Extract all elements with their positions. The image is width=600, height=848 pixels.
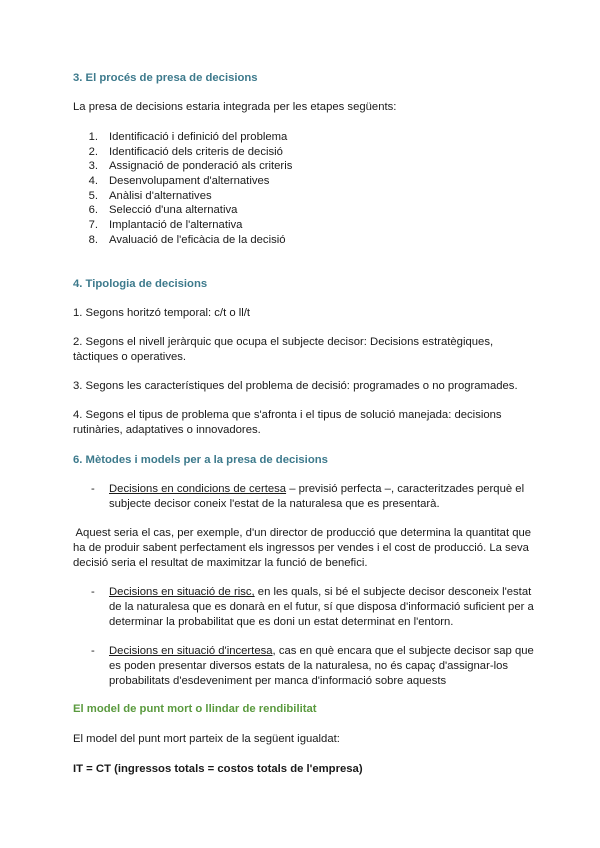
section-4-para-3: 3. Segons les característiques del problema de decisió: programades o no programades. xyxy=(73,380,518,392)
bullet-term: Decisions en condicions de certesa xyxy=(109,483,287,495)
step-text: Anàlisi d'alternatives xyxy=(109,190,212,202)
bullet-line-2: es poden presentar diversos estats de la naturalesa, no és capaç d'assignar-los xyxy=(109,660,509,672)
bullet-term: Decisions en situació d'incertesa xyxy=(109,645,273,657)
step-number: 5. xyxy=(88,190,98,202)
step-text: Desenvolupament d'alternatives xyxy=(109,175,270,187)
example-line-3: decisió seria el resultat de maximitzar la funció de benefici. xyxy=(73,557,368,569)
example-line-2: ha de produir sabent perfectament els ingressos per vendes i el cost de producció. La seva xyxy=(73,542,529,554)
bullet-line-1 xyxy=(109,645,534,657)
bullet-dash: - xyxy=(91,483,95,495)
step-number: 1. xyxy=(88,131,98,143)
step-number: 4. xyxy=(88,175,98,187)
bullet-line-2: de la naturalesa que es donarà en el futur, sí que disposa d'informació suficient per a xyxy=(109,601,534,613)
bullet-text: en les quals, si bé el subjecte decisor desconeix l'estat xyxy=(254,586,532,598)
step-text: Selecció d'una alternativa xyxy=(109,204,238,216)
step-text: Implantació de l'alternativa xyxy=(109,219,243,231)
step-text: Identificació dels criteris de decisió xyxy=(109,146,283,158)
model-formula: IT = CT (ingressos totals = costos totals de l'empresa) xyxy=(73,763,363,775)
bullet-term: Decisions en situació de risc, xyxy=(109,586,255,598)
step-text: Assignació de ponderació als criteris xyxy=(109,160,293,172)
step-number: 6. xyxy=(88,204,98,216)
section-4-para-1: 1. Segons horitzó temporal: c/t o ll/t xyxy=(73,307,251,319)
section-3-heading: 3. El procés de presa de decisions xyxy=(73,72,258,84)
bullet-text: – previsió perfecta –, caracteritzades perquè el xyxy=(286,483,525,495)
bullet-dash: - xyxy=(91,645,95,657)
bullet-line-3: determinar la probabilitat que es doni un estat determinat en l'entorn. xyxy=(109,616,454,628)
section-6-heading: 6. Mètodes i models per a la presa de decisions xyxy=(73,454,328,466)
step-number: 2. xyxy=(88,146,98,158)
section-4-para-2-line-1: 2. Segons el nivell jeràrquic que ocupa el subjecte decisor: Decisions estratègiques, xyxy=(73,336,494,348)
step-number: 3. xyxy=(88,160,98,172)
section-4-para-2-line-2: tàctiques o operatives. xyxy=(73,351,187,363)
example-line-1: Aquest seria el cas, per exemple, d'un director de producció que determina la quantitat que xyxy=(73,527,532,539)
bullet-text: , cas en què encara que el subjecte decisor sap que xyxy=(272,645,534,657)
step-number: 8. xyxy=(88,234,98,246)
section-4-heading: 4. Tipologia de decisions xyxy=(73,278,208,290)
step-text: Identificació i definició del problema xyxy=(109,131,288,143)
bullet-line-3: probabilitats d'esdeveniment per manca d'informació sobre aquests xyxy=(109,675,447,687)
model-heading: El model de punt mort o llindar de rendibilitat xyxy=(73,703,317,715)
section-4-para-4-line-1: 4. Segons el tipus de problema que s'afronta i el tipus de solució manejada: decisions xyxy=(73,409,502,421)
bullet-line-2: subjecte decisor coneix l'estat de la naturalesa que es presentarà. xyxy=(109,498,440,510)
section-4-para-4-line-2: rutinàries, adaptatives o innovadores. xyxy=(73,424,261,436)
step-text: Avaluació de l'eficàcia de la decisió xyxy=(109,234,286,246)
step-number: 7. xyxy=(88,219,98,231)
bullet-line-1 xyxy=(109,483,524,495)
bullet-dash: - xyxy=(91,586,95,598)
model-intro: El model del punt mort parteix de la següent igualdat: xyxy=(73,733,340,745)
section-3-intro: La presa de decisions estaria integrada per les etapes següents: xyxy=(73,101,397,113)
bullet-line-1 xyxy=(109,586,531,598)
